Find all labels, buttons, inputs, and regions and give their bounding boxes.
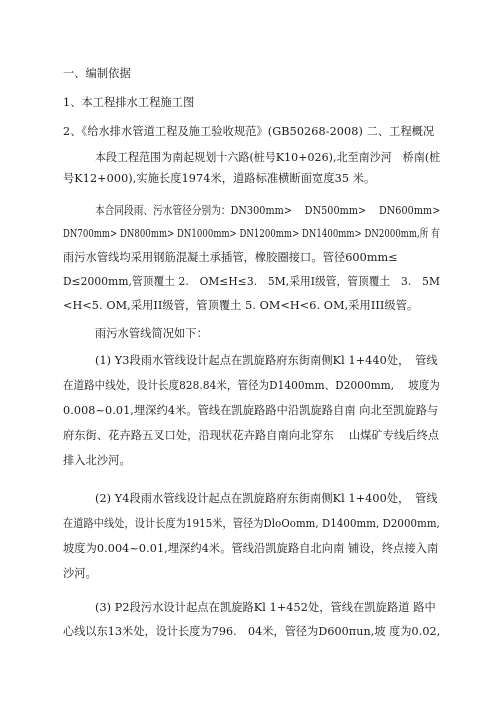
item-2-line: 沙河。: [63, 567, 97, 580]
summary-intro: 雨污水管线简况如下：: [95, 327, 208, 340]
pipe-spec-line: 雨污水管线均采用钢筋混凝土承插管，橡胶圈接口。管径600mm≤: [63, 251, 398, 264]
overview-line: 号K12+000),实施长度1974米，道路标准横断面宽度35 米。: [63, 172, 376, 185]
item-1-line: 府东街、花卉路五叉口处，沿现状花卉路自南向北穿东 山煤矿专线后终点: [63, 429, 440, 442]
item-1-line: 0.008~0.01,埋深约4米。管线在凯旋路路中沿凯旋路自南 向北至凯旋路与: [63, 404, 439, 417]
pipe-spec-line: DN700mm> DN800mm> DN1000mm> DN1200mm> DN1400mm> DN2000mm,所 有: [63, 227, 440, 240]
item-3-line: (3) P2段污水设计起点在凯旋路Kl 1+452处，管线在凯旋路道 路中: [95, 601, 436, 614]
pipe-spec-line: D≤2000mm,管顶覆土 2. OM≤H≤3. 5M,采用I级管，管顶覆土 3. 5M: [63, 275, 441, 288]
item-2-line: (2) Y4段雨水管线设计起点在凯旋路府东街南侧Kl 1+400处， 管线: [95, 492, 438, 505]
item-2-line: 在道路中线处，设计长度为1915米，管径为DloOomm, D1400mm, D2000mm,: [63, 517, 440, 530]
item-1-line: (1) Y3段雨水管线设计起点在凯旋路府东街南侧Kl 1+440处， 管线: [95, 354, 438, 367]
heading-basis: 一、编制依据: [63, 67, 131, 80]
item-1-line: 在道路中线处，设计长度828.84米，管径为D1400mm、D2000mm, 坡度为: [63, 379, 440, 392]
overview-line: 本段工程范围为南起规划十六路(桩号K10+026),北至南沙河 桥南(桩: [95, 151, 441, 164]
pipe-spec-line: <H<5. OM,采用II级管，管顶覆土 5. OM<H<6. OM,采用III级管。: [63, 299, 419, 312]
reference-item-1: 1、本工程排水工程施工图: [63, 96, 195, 109]
pipe-spec-line: 本合同段雨、污水管径分别为：DN300mm> DN500mm> DN600mm>: [95, 204, 441, 217]
reference-item-2: 2、《给水排水管道工程及施工验收规范》(GB50268-2008) 二、工程概况: [63, 125, 435, 138]
item-1-line: 排入北沙河。: [63, 454, 131, 467]
item-3-line: 心线以东13米处，设计长度为796. 04米，管径为D600πun,坡 度为0.02,: [63, 625, 441, 638]
item-2-line: 坡度为0.004~0.01,埋深约4米。管线沿凯旋路自北向南 铺设，终点接入南: [63, 542, 439, 555]
